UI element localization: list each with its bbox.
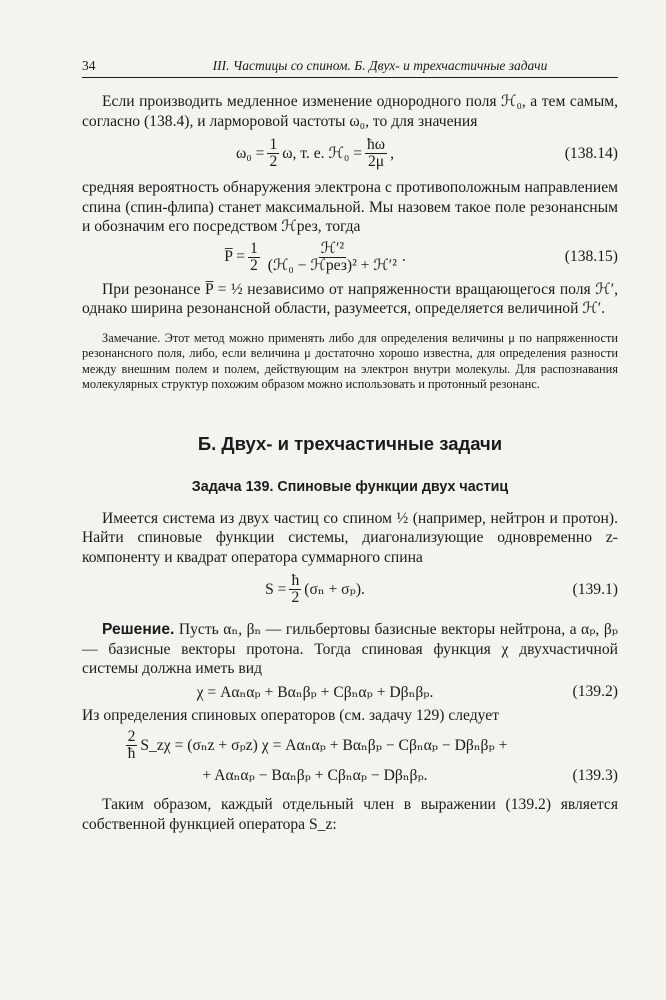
running-title: III. Частицы со спином. Б. Двух- и трехчастичные задачи xyxy=(212,58,548,73)
equation-139-3-line2: + Aαₙαₚ − Bαₙβₚ + Cβₙαₚ − Dβₙβₚ. (139.3) xyxy=(202,766,618,785)
equation-number: (138.14) xyxy=(564,144,618,162)
paragraph-2: средняя вероятность обнаружения электрона с противоположным направлением спина (спин-флипа) станет максимальной. Мы назовем такое поле резонансным и обозначим его посредством ℋрез, тогда xyxy=(82,179,618,235)
paragraph-4: Имеется система из двух частиц со спином ½ (например, нейтрон и протон). Найти спиновые функции системы, диагонализующие одновременно z-компоненту и квадрат оператора суммарного спина xyxy=(82,509,618,566)
paragraph-5: Решение. Пусть αₙ, βₙ — гильбертовы базисные векторы нейтрона, а αₚ, βₚ — базисные векторы протона. Тогда спиновая функция χ двухчастичной системы должна иметь вид xyxy=(82,621,618,678)
equation-139-3-line1: $\frac{2}{ħ}$ S_zχ = (σₙz + σₚz) χ = Aαₙαₚ + Bαₙβₚ − Cβₙαₚ − Dβₙβₚ + xyxy=(127,728,508,763)
equation-number: (139.3) xyxy=(572,766,618,784)
equation-138-15: P̅ = $\frac{1}{2}$ $\frac{\text{ℋ′²}}{\text{(ℋ₀ − ℋрез)² + ℋ′²}}$ . (138.15) xyxy=(224,239,618,274)
remark-note: Замечание. Этот метод можно применять либо для определения величины μ по напряженности резонансного поля, либо, если величина μ достаточно хорошо известна, для определения разности между внешним полем и полем, действующим на электрон внутри молекулы. Для распознавания молекулярных структур похожим образом можно использовать и протонный резонанс. xyxy=(82,330,618,392)
solution-label: Решение. xyxy=(102,621,175,639)
paragraph-7: Таким образом, каждый отдельный член в выражении (139.2) является собственной функцией оператора S_z: xyxy=(82,796,618,833)
equation-number: (139.2) xyxy=(572,683,618,701)
page xyxy=(82,58,618,834)
page-number: 34 xyxy=(82,58,96,73)
equation-number: (139.1) xyxy=(572,580,618,598)
equation-138-14: ω₀ = $\frac{1}{2}$ ω, т. е. ℋ₀ = $\frac{ħ\omega}{2\mu}$ , (138.14) xyxy=(236,136,618,170)
equation-number: (138.15) xyxy=(564,248,618,265)
equation-139-1: S = $\frac{ħ}{2}$ (σₙ + σₚ). (139.1) xyxy=(265,572,618,607)
running-header xyxy=(82,58,618,78)
equation-139-2: χ = Aαₙαₚ + Bαₙβₚ + Cβₙαₚ + Dβₙβₚ. (139.2) xyxy=(196,683,618,701)
paragraph-1: Если производить медленное изменение однородного поля ℋ₀, а тем самым, согласно (138.4), и ларморовой частоты ω₀, то для значения xyxy=(82,93,618,130)
section-title: Б. Двух- и трехчастичные задачи xyxy=(197,432,503,454)
paragraph-6: Из определения спиновых операторов (см. задачу 129) следует xyxy=(82,706,500,724)
problem-title: Задача 139. Спиновые функции двух частиц xyxy=(191,478,509,495)
paragraph-3: При резонансе P̅ = ½ независимо от напряженности вращающегося поля ℋ′, однако ширина резонансной области, разумеется, определяется величиной ℋ′. xyxy=(82,280,618,317)
